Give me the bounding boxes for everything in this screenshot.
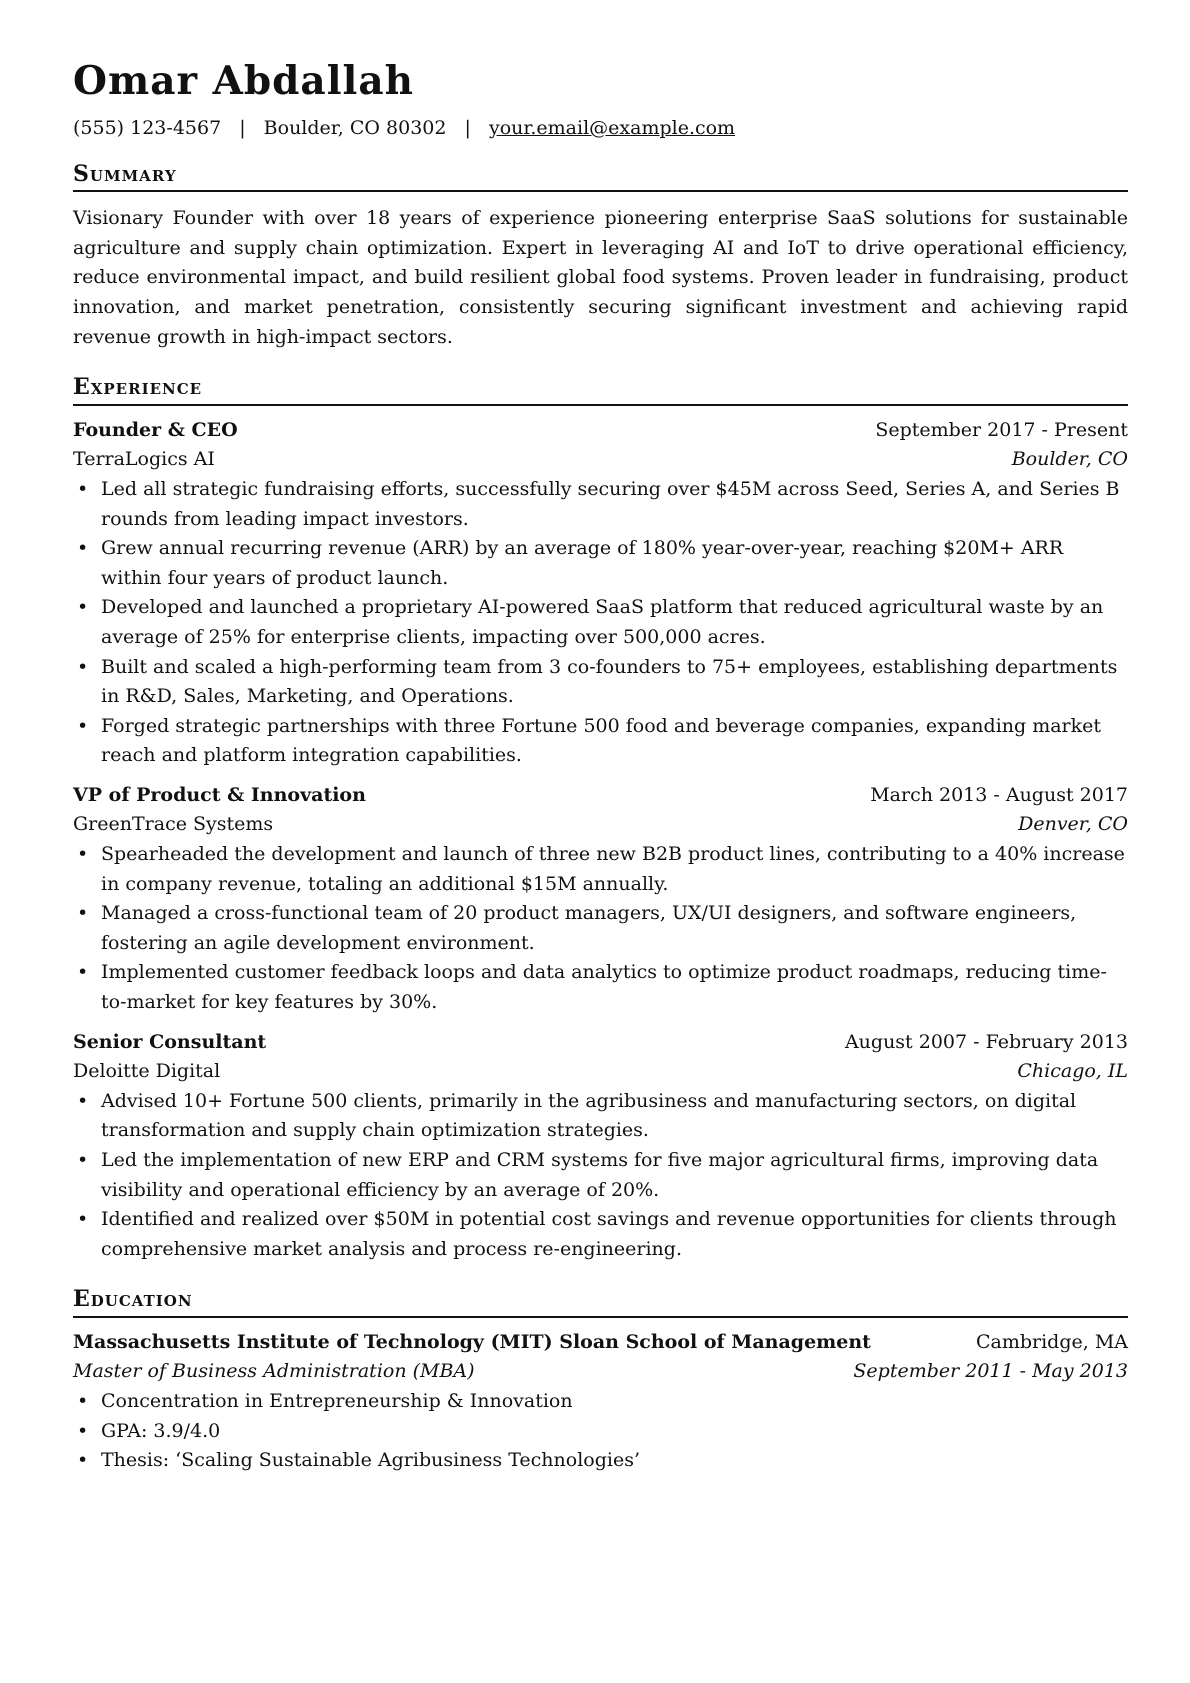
- job-bullets: [73, 840, 1128, 1018]
- bullet-item: • Forged strategic partnerships with three Fortune 500 food and beverage companies, expanding market reach and platform integration capabilities.: [73, 712, 1128, 771]
- bullet-item: • Concentration in Entrepreneurship & Innovation: [73, 1387, 1128, 1417]
- bullet-item: • Thesis: ‘Scaling Sustainable Agribusiness Technologies’: [73, 1446, 1128, 1476]
- school-name: Massachusetts Institute of Technology (MIT) Sloan School of Management: [73, 1330, 871, 1353]
- experience-section: [73, 374, 1128, 1264]
- separator: |: [464, 116, 471, 139]
- summary-section: [73, 161, 1128, 352]
- bullet-item: • Led the implementation of new ERP and CRM systems for five major agricultural firms, improving data visibility and operational efficiency by an average of 20%.: [73, 1146, 1128, 1205]
- company-name: TerraLogics AI: [73, 448, 215, 471]
- job-dates: March 2013 - August 2017: [870, 783, 1128, 806]
- bullet-item: • Advised 10+ Fortune 500 clients, primarily in the agribusiness and manufacturing sectors, on digital transformation and supply chain optimization strategies.: [73, 1087, 1128, 1146]
- bullet-item: • Built and scaled a high-performing team from 3 co-founders to 75+ employees, establishing departments in R&D, Sales, Marketing, and Operations.: [73, 653, 1128, 712]
- job-title: VP of Product & Innovation: [73, 783, 366, 806]
- bullet-item: • Led all strategic fundraising efforts, successfully securing over $45M across Seed, Series A, and Series B rounds from leading impact investors.: [73, 475, 1128, 534]
- job-location: Chicago, IL: [1017, 1060, 1128, 1083]
- email-link[interactable]: your.email@example.com: [488, 116, 736, 139]
- job-title: Founder & CEO: [73, 418, 238, 441]
- job-entry: [73, 1028, 1128, 1265]
- education-entry: [73, 1328, 1128, 1476]
- bullet-item: • GPA: 3.9/4.0: [73, 1417, 1128, 1447]
- education-section: [73, 1286, 1128, 1475]
- job-location: Denver, CO: [1018, 813, 1128, 836]
- contact-line: [73, 117, 1128, 139]
- job-dates: September 2017 - Present: [875, 418, 1128, 441]
- school-location: Cambridge, MA: [975, 1330, 1128, 1353]
- section-heading-education: Education: [73, 1286, 1128, 1318]
- separator: |: [239, 116, 246, 139]
- bullet-item: • Spearheaded the development and launch of three new B2B product lines, contributing to a 40% increase in company revenue, totaling an additional $15M annually.: [73, 840, 1128, 899]
- bullet-item: • Identified and realized over $50M in potential cost savings and revenue opportunities for clients through comprehensive market analysis and process re-engineering.: [73, 1205, 1128, 1264]
- bullet-item: • Managed a cross-functional team of 20 product managers, UX/UI designers, and software engineers, fostering an agile development environment.: [73, 899, 1128, 958]
- company-name: GreenTrace Systems: [73, 813, 274, 836]
- job-location: Boulder, CO: [1011, 448, 1128, 471]
- bullet-item: • Developed and launched a proprietary AI-powered SaaS platform that reduced agricultural waste by an average of 25% for enterprise clients, impacting over 500,000 acres.: [73, 593, 1128, 652]
- company-name: Deloitte Digital: [73, 1060, 221, 1083]
- location: Boulder, CO 80302: [263, 116, 447, 139]
- education-bullets: [73, 1387, 1128, 1476]
- job-title: Senior Consultant: [73, 1030, 267, 1053]
- phone: (555) 123-4567: [73, 116, 222, 139]
- degree: Master of Business Administration (MBA): [73, 1360, 475, 1383]
- bullet-item: • Grew annual recurring revenue (ARR) by an average of 180% year-over-year, reaching $20M+ ARR within four years of product launch.: [73, 534, 1128, 593]
- job-entry: [73, 416, 1128, 771]
- section-heading-summary: Summary: [73, 161, 1128, 193]
- candidate-name: Omar Abdallah: [73, 58, 414, 104]
- job-bullets: [73, 475, 1128, 771]
- resume-page: [73, 58, 1128, 1476]
- summary-text: Visionary Founder with over 18 years of experience pioneering enterprise SaaS solutions for sustainable agriculture and supply chain optimization. Expert in leveraging AI and IoT to drive operational efficiency, reduce environmental impact, and build resilient global food systems. Proven leader in fundraising, product innovation, and market penetration, consistently securing significant investment and achieving rapid revenue growth in high-impact sectors.: [73, 207, 1128, 348]
- section-heading-experience: Experience: [73, 374, 1128, 406]
- education-dates: September 2011 - May 2013: [853, 1360, 1128, 1383]
- job-bullets: [73, 1087, 1128, 1265]
- job-entry: [73, 781, 1128, 1018]
- bullet-item: • Implemented customer feedback loops and data analytics to optimize product roadmaps, reducing time-to-market for key features by 30%.: [73, 958, 1128, 1017]
- job-dates: August 2007 - February 2013: [844, 1030, 1128, 1053]
